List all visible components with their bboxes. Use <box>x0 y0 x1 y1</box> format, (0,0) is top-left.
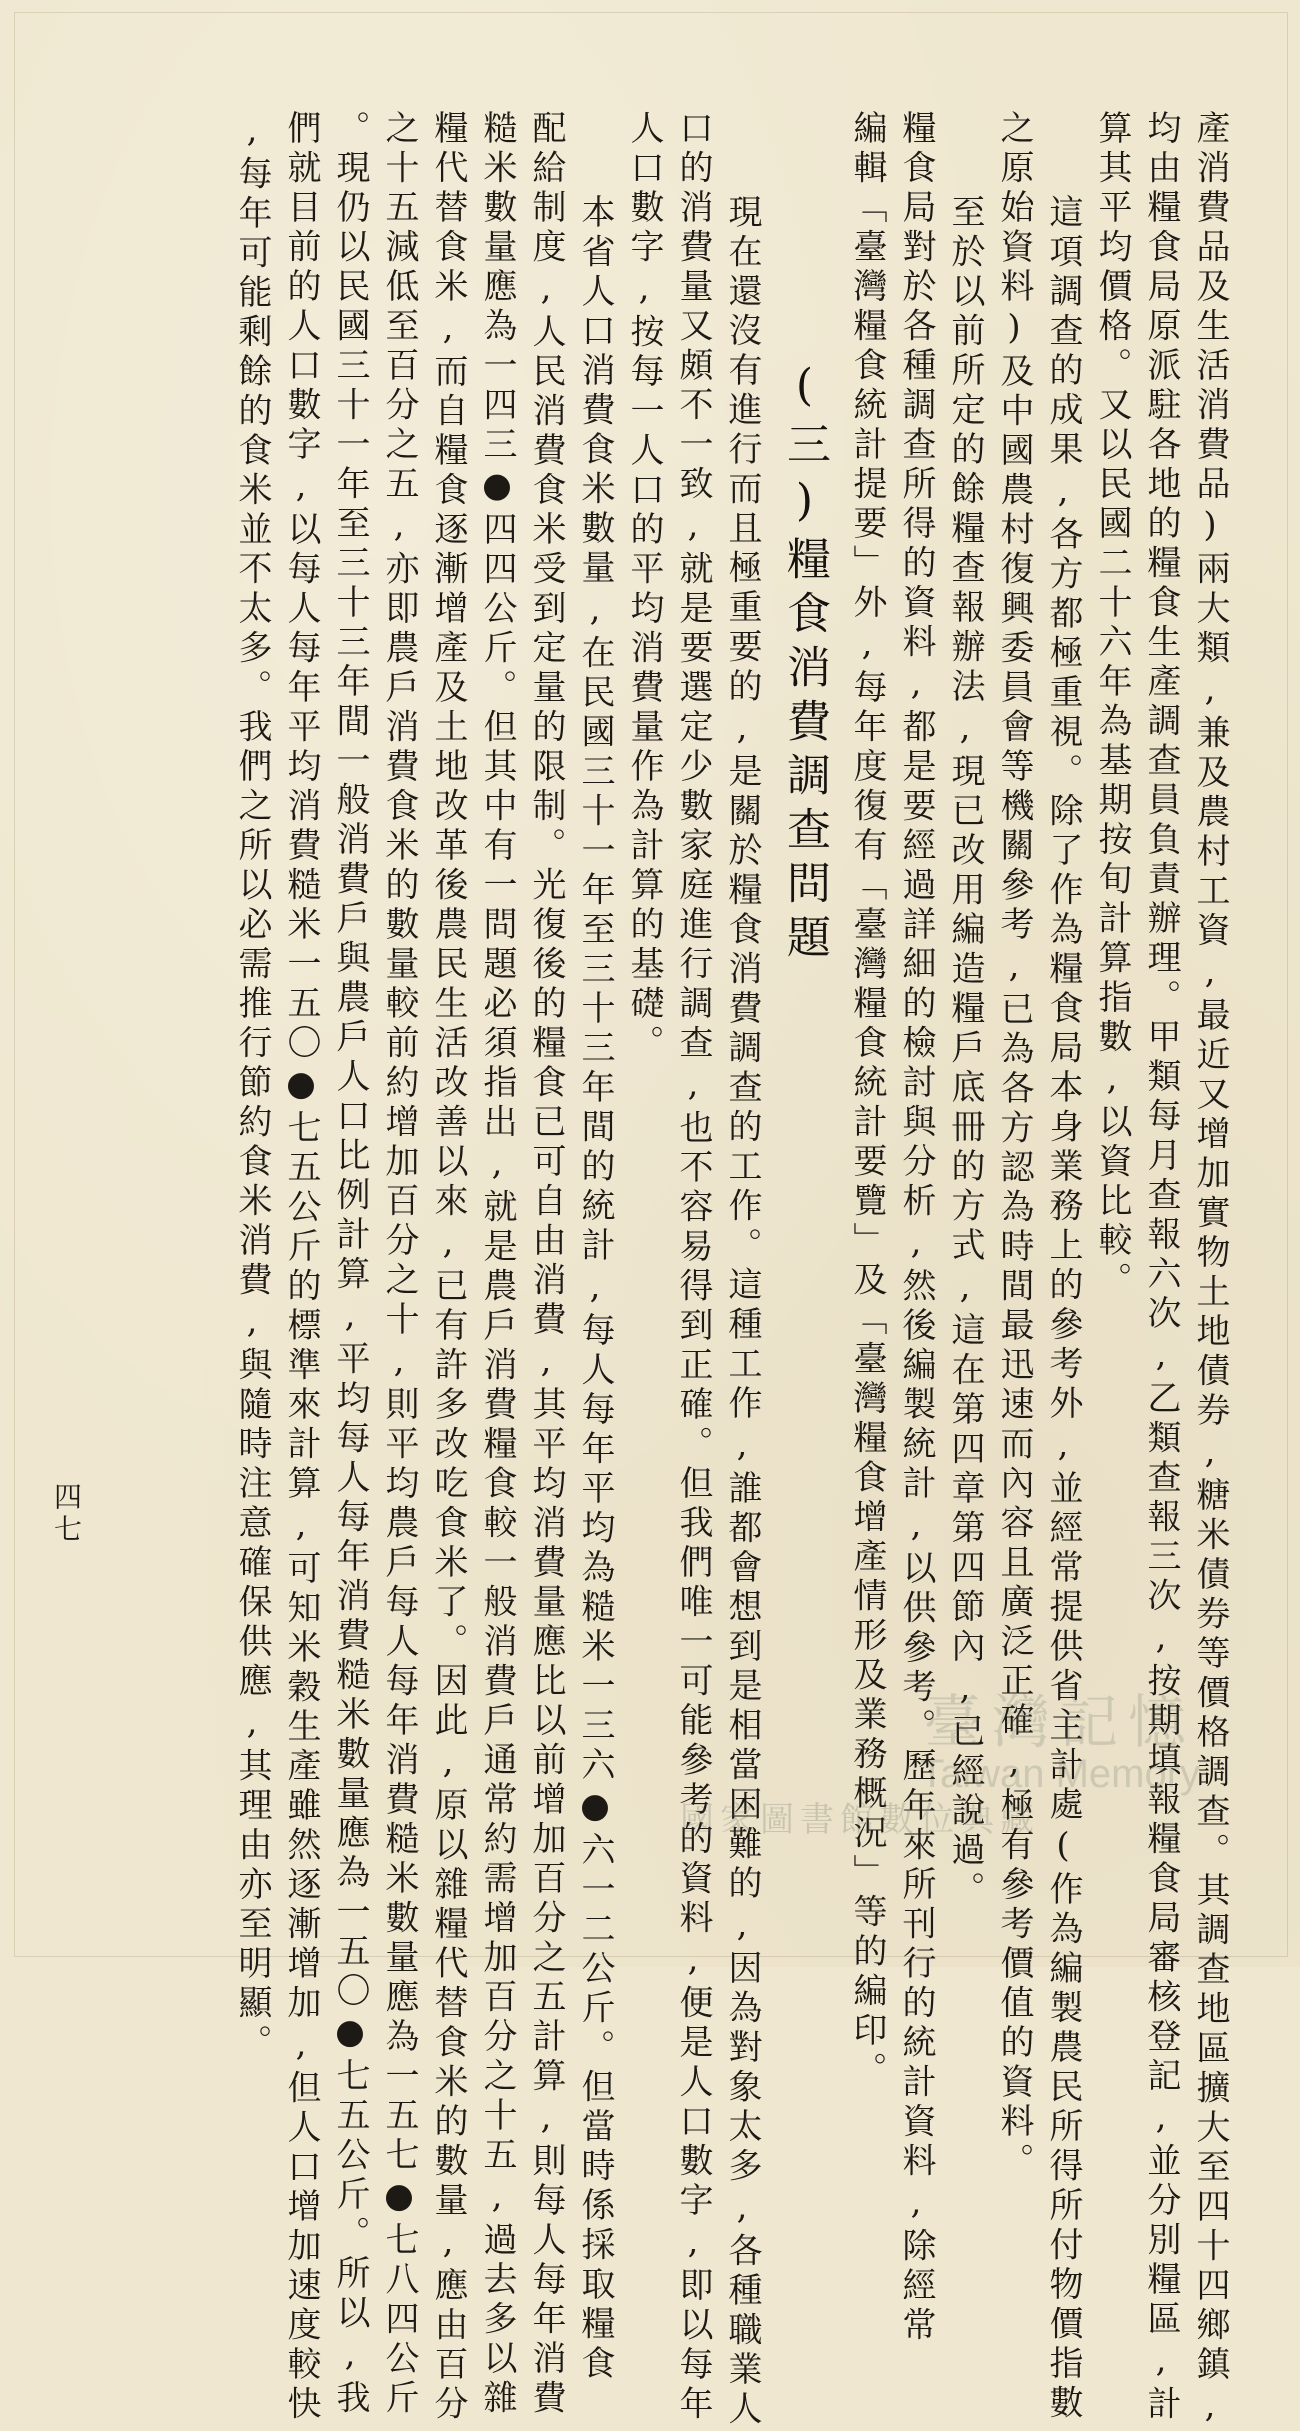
text-column-4: 這項調查的成果,各方都極重視。除了作為糧食局本身業務上的參考外,並經常提供省主計處(作為編製農民所得所付物價指數 <box>1043 194 1083 2424</box>
text-column-8: 編輯「臺灣糧食統計提要」外,每年度復有「臺灣糧食統計要覽」及「臺灣糧食增產情形及業務概況」等的編印。 <box>847 110 887 2091</box>
text-column-5: 之原始資料)及中國農村復興委員會等機關參考,已為各方認為時間最迅速而內容且廣泛正確,極有參考價值的資料。 <box>994 110 1034 2182</box>
watermark-library-text: 國家圖書館數位典藏 <box>680 1800 1040 1840</box>
text-column-12: 本省人口消費食米數量,在民國三十一年至三十三年間的統計,每人每年平均為糙米一三六●六一二公斤。但當時係採取糧食 <box>575 194 615 2385</box>
text-column-16: 之十五減低至百分之五,亦即農戶消費食米的數量較前約增加百分之十,則平均農戶每人每年消費糙米數量應為一五七●七八四公斤 <box>379 110 419 2419</box>
text-column-3: 算其平均價格。又以民國二十六年為基期按旬計算指數,以資比較。 <box>1092 110 1132 1301</box>
section-heading: (三)糧食消費調查問題 <box>779 360 830 968</box>
text-column-18: 們就目前的人口數字,以每人每年平均消費糙米一五〇●七五公斤的標準來計算,可知米穀生產雖然逐漸增加,但人口增加速度較快 <box>281 110 321 2425</box>
watermark-subtitle: Taiwan Memory <box>919 1752 1201 1796</box>
text-column-10: 口的消費量又頗不一致,就是要選定少數家庭進行調查,也不容易得到正確。但我們唯一可能參考的資料,便是人口數字,即以每年 <box>673 110 713 2425</box>
text-column-9: 現在還沒有進行而且極重要的,是關於糧食消費調查的工作。這種工作,誰都會想到是相當困難的,因為對象太多,各種職業人 <box>722 194 762 2430</box>
text-column-11: 人口數字,按每一人口的平均消費量作為計算的基礎。 <box>624 110 664 1064</box>
text-column-14: 糙米數量應為一四三●四四公斤。但其中有一問題必須指出,就是農戶消費糧食較一般消費戶通常約需增加百分之十五,過去多以雜 <box>477 110 517 2419</box>
page-number: 四七 <box>50 1482 83 1546</box>
text-column-2: 均由糧食局原派駐各地的糧食生產調查員負責辦理。甲類每月查報六次,乙類查報三次,按期填報糧食局審核登記,並分別糧區,計 <box>1141 110 1181 2425</box>
text-column-6: 至於以前所定的餘糧查報辦法,現已改用編造糧戶底冊的方式,這在第四章第四節內,已經說過。 <box>945 194 985 1911</box>
text-column-1: 產消費品及生活消費品)兩大類,兼及農村工資,最近又增加實物土地債券,糖米債券等價格調查。其調查地區擴大至四十四鄉鎮, <box>1190 110 1230 2431</box>
text-column-19: ,每年可能剩餘的食米並不太多。我們之所以必需推行節約食米消費,與隨時注意確保供應,其理由亦至明顯。 <box>232 110 272 2064</box>
text-column-17: 。現仍以民國三十一年至三十三年間一般消費戶與農戶人口比例計算,平均每人每年消費糙米數量應為一五〇●七五公斤。所以,我 <box>330 110 370 2419</box>
text-column-15: 糧代替食米,而自糧食逐漸增產及土地改革後農民生活改善以來,已有許多改吃食米了。因此,原以雜糧代替食米的數量,應由百分 <box>428 110 468 2425</box>
watermark-main-text: 臺灣記憶 <box>923 1688 1196 1756</box>
text-column-13: 配給制度,人民消費食米受到定量的限制。光復後的糧食已可自由消費,其平均消費量應比以前增加百分之五計算,則每人每年消費 <box>526 110 566 2419</box>
text-column-7: 糧食局對於各種調查所得的資料,都是要經過詳細的檢討與分析,然後編製統計,以供參考。歷年來所刊行的統計資料,除經常 <box>896 110 936 2346</box>
